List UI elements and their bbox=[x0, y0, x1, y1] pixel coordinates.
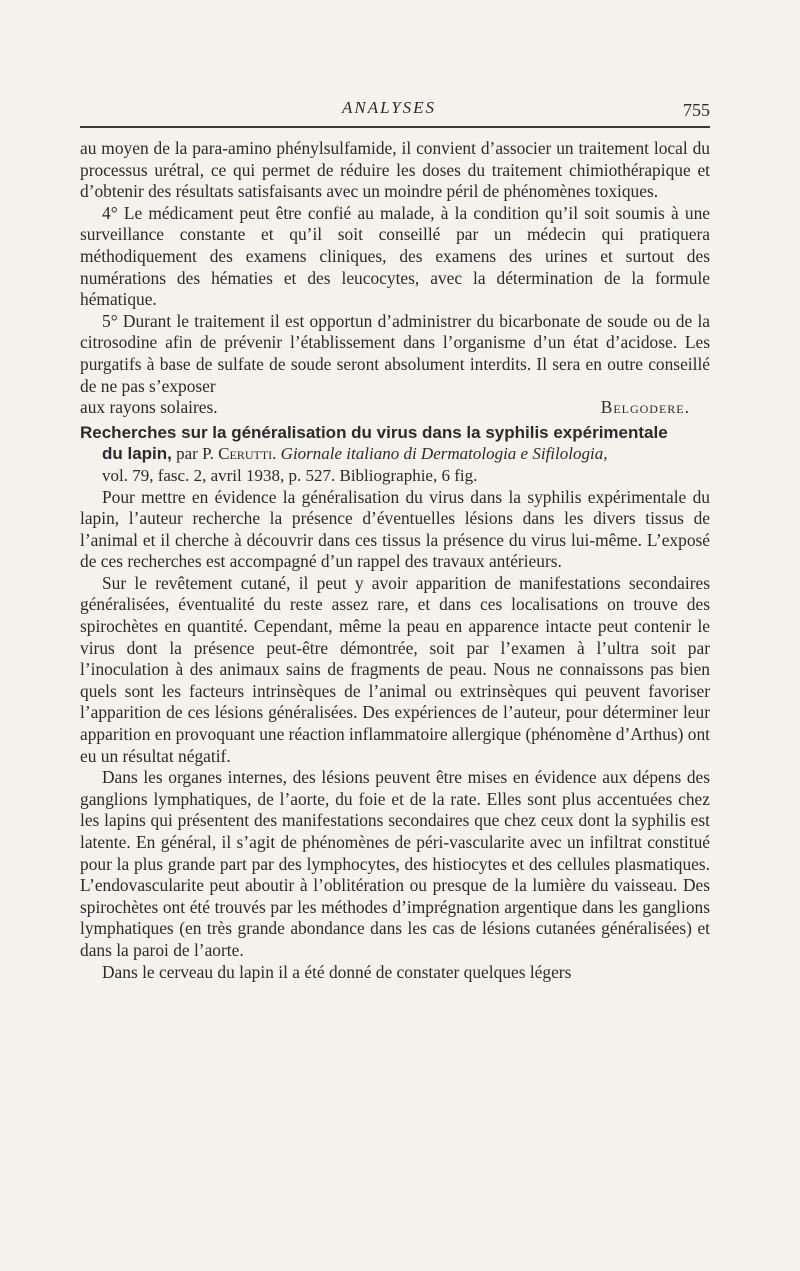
journal-name: Giornale italiano di Dermatologia e Sifilologia, bbox=[280, 444, 608, 464]
paragraph: Pour mettre en évidence la généralisation du virus dans la syphilis expérimentale du lapin, l’auteur recherche la présence d’éventuelles lésions dans les divers tissus de l’animal et il cherche à découvrir dans ces tissus la présence du virus lui-même. L’exposé de ces recherches est accompagné d’un rappel des travaux antérieurs. bbox=[80, 486, 710, 572]
page-body bbox=[80, 138, 710, 983]
article-heading bbox=[80, 422, 710, 487]
signature-line bbox=[80, 397, 710, 419]
running-header bbox=[80, 96, 710, 128]
reviewer-signature: Belgodere. bbox=[600, 397, 690, 418]
citation-by: par P. bbox=[171, 444, 219, 464]
citation-meta: vol. 79, fasc. 2, avril 1938, p. 527. Bibliographie, 6 fig. bbox=[102, 465, 478, 485]
paragraph: Dans les organes internes, des lésions peuvent être mises en évidence aux dépens des ganglions lymphatiques, de l’aorte, du foie et de la rate. Elles sont plus accentuées chez les lapins qui présentent des manifestations secondaires que chez ceux dont la syphilis est latente. En général, il s’agit de phénomènes de péri-vascularite avec un infiltrat constitué pour la plus grande part par des lymphocytes, des histiocytes et des cellules plasmatiques. L’endovascularite peut aboutir à l’oblitération ou presque de la lumière du vaisseau. Des spirochètes ont été trouvés par les méthodes d’imprégnation argentique dans les ganglions lymphatiques (en très grande abondance dans les cas de lésions cutanées généralisées) et dans la paroi de l’aorte. bbox=[80, 767, 710, 960]
paragraph: Sur le revêtement cutané, il peut y avoir apparition de manifestations secondaires généralisées, éventualité du reste assez rare, et dans ces localisations on trouve des spirochètes en quantité. Cependant, même la peau en apparence intacte peut contenir le virus dont la présence peut-être démontrée, soit par l’examen à l’ultra soit par l’inoculation à des animaux sains de fragments de peau. Nous ne connaissons pas bien quels sont les facteurs intrinsèques de l’animal ou extrinsèques qui peuvent favoriser l’apparition de ces lésions généralisées. Des expériences de l’auteur, pour déterminer leur apparition en provoquant une réaction inflammatoire allergique (phénomène d’Arthus) ont eu un résultat négatif. bbox=[80, 572, 710, 766]
paragraph: 4° Le médicament peut être confié au malade, à la condition qu’il soit soumis à une surveillance constante et qu’il soit conseillé par un médecin qui pratiquera méthodiquement des examens cliniques, des examens des urines et surtout des numérations des hématies et des leucocytes, avec la détermination de la formule hématique. bbox=[80, 202, 710, 310]
article-title-cont: du lapin, bbox=[102, 444, 172, 464]
paragraph: 5° Durant le traitement il est opportun d’administrer du bicarbonate de soude ou de la citrosodine afin de prévenir l’établissement dans l’organisme d’un état d’acidose. Les purgatifs à base de sulfate de soude seront absolument interdits. Il sera en outre conseillé de ne pas s’exposer bbox=[80, 310, 710, 396]
page bbox=[80, 96, 710, 983]
article-title: Recherches sur la généralisation du virus dans la syphilis expérimentale bbox=[80, 422, 668, 442]
paragraph: au moyen de la para-amino phénylsulfamide, il convient d’associer un traitement local du processus urétral, ce qui permet de réduire les doses du traitement chimiothérapique et d’obtenir des résultats satisfaisants avec un moindre péril de phénomènes toxiques. bbox=[80, 138, 710, 202]
article-author: Cerutti. bbox=[218, 444, 277, 464]
article-citation bbox=[80, 443, 710, 465]
paragraph: Dans le cerveau du lapin il a été donné de constater quelques légers bbox=[102, 961, 572, 982]
page-number: 755 bbox=[683, 100, 710, 120]
section-title: ANALYSES bbox=[342, 98, 437, 117]
paragraph-end: aux rayons solaires. bbox=[80, 397, 218, 418]
